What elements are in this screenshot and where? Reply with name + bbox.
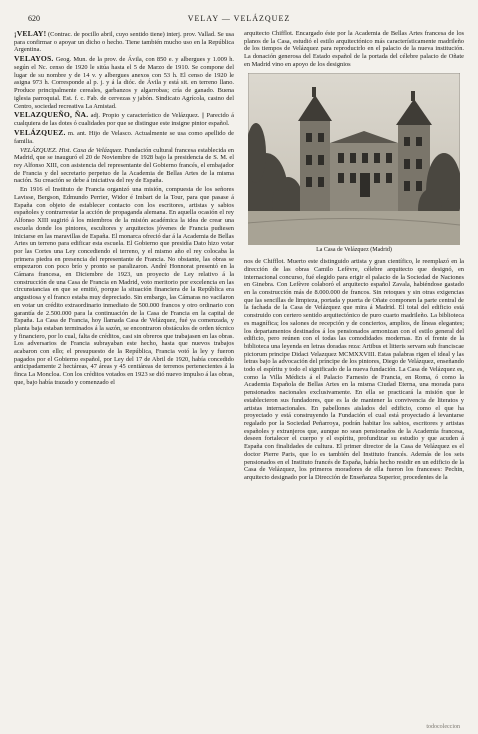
text-columns	[14, 30, 464, 716]
right-column	[244, 30, 464, 716]
headword: VELAYOS.	[14, 54, 54, 64]
entry-velazquez	[14, 129, 234, 145]
body-paragraph: En 1916 el Instituto de Francia organizó una misión, compuesta de los señores Lavisse, Bergson, Edmundo Perrier, Widor é Imbart de la Tour, para que pasase á España con objeto de establecer contacto con los escritores, artistas y sabios españoles y contrarrestar la acción de propaganda alemana. En aquella ocasión el rey Alfonso XIII sugirió á los miembros de la misión académica la idea de crear una escuela donde los pintores, escultores y arquitectos jóvenes de Francia pudiesen iniciarse en las maravillas de España. El monarca ofreció dar á la Academia de Bellas Artes un terreno para edificar esta escuela. El Gobierno que presidía Dato hizo votar por las Cortes una Ley concediendo el terreno, y el mismo año el rey colocaba la primera piedra en presencia del representante de Francia. No obstante, las obras se empezaron con poco brío y pronto se paralizaron. André Honnorat presentó en la Cámara francesa, en Diciembre de 1923, un proyecto de Ley relativo á la construcción de una Casa de Francia en Madrid, voto meritorio por excelencia en las circunstancias en que se emitió, porque la situación financiera de la República era angustiosa y el franco estaba muy depreciado. Sin embargo, las Cámaras no vacilaron en votar un crédito extraordinario inmediato de 500.000 francos y otro ordinario con garantía de 2.500.000 para la continuación de la Casa de Francia en la capital de España. La Casa de Francia, hoy llamada Casa de Velázquez, fué ya comenzada, y planta baja estaban terminados á la sazón, se encontraron obstáculos de orden técnico y financiero, por lo cual, falta de créditos, casi sin obreros que trabajasen en las obras. Los adversarios de Francia subrayaban este hecho, hasta que nuevos trabajos acabaron con ello; el presupuesto de la República, Francia votó la ley y fueron pagados por el Gobierno español, por Ley del 17 de Abril de 1920, había concedido anticipadamente 2 hectáreas, 47 áreas y 45 centiáreas de terrenos pertenecientes á la finca La Moncloa. Con los créditos votados en 1923 se dió nuevo impulso á las obras, que, bajo había trazado y comenzado el	[14, 186, 234, 386]
headword: ¡VELAY!	[14, 30, 47, 38]
entry-text: Fundación cultural francesa establecida en Madrid, que se inauguró el 20 de Noviembre de 1928 bajo la presidencia de S. M. el rey Alfonso XIII, con asistencia del representante del Gobierno francés, el embajador de Francia y del secretario perpetuo de la Academia de Bellas Artes de la misma nación. Su creación se debe á iniciativa del rey de España.	[14, 146, 234, 185]
body-paragraph: arquitecto Chifflot. Encargado éste por la Academia de Bellas Artes francesa de los planos de la Casa, estudió el estilo arquitectónico más característicamente madrileño de los tiempos de Velázquez para reproducirlo en el palacio de la nueva institución. La donación generosa del Estado español de la portada del célebre palacio de Oñate en Madrid vino en apoyo de los designios	[244, 30, 464, 68]
entry-text: m. ant. Hijo de Velasco. Actualmente se usa como apellido de familia.	[14, 130, 234, 145]
entry-velay	[14, 30, 234, 54]
headword: VELÁZQUEZ.	[14, 128, 66, 137]
running-head: VELAY — VELÁZQUEZ	[187, 14, 291, 23]
entry-text: adj. Propio y característico de Velázquez. || Parecido á cualquiera de las dotes ó cualidades por que se distingue este insigne pintor español.	[14, 112, 234, 128]
subentry-title: VELÁZQUEZ. Hist. Casa de Velázquez.	[20, 146, 123, 154]
page-number: 620	[28, 14, 40, 23]
building-photo	[248, 73, 460, 245]
entry-velazqueno	[14, 111, 234, 127]
entry-casa-velazquez	[14, 147, 234, 186]
entry-velayos	[14, 55, 234, 110]
body-paragraph: nos de Chifflot. Muerto este distinguido artista y gran científico, le reemplazó en la dirección de las obras Camilo Lefèvre, célebre arquitecto que designó, en internacional concurso, fué elegido para erigir el palacio de la Sociedad de Naciones en Ginebra. Con Lefèvre colaboró el arquitecto español Zavala, habiéndose gastado en la construcción más de 8.000.000 de francos. Sin retoques y sin otras exigencias que las sencillas de limpieza, portada y puerta de Oñate componen la parte central de la fachada de la Casa de Velázquez que mira á Madrid. El total del edificio está construido con certero sentido arquitectónico de puro cuarto madrileño. La biblioteca es magnífica; los salones de recepción y de conciertos, amplios, de líneas elegantes; los departamentos destinados á los pensionados armonizan con el estilo general del edificio, pero reúnen con el todas las comodidades modernas. En el frente de la biblioteca una leyenda en letras doradas reza: Artibus et litteris servam sub franciscae pictorum principe Didaci Velazquez MCMXXVIII. Estas palabras rigen el ideal y las letras bajo la advocación del príncipe de los pintores, Diego de Velázquez, enseñando todo el espíritu y todo el significado de la nueva fundación. La Casa de Velázquez es, como la Villa Médicis á el Palacio Farnesio de Francia, en Roma, ó como la Academia Española de Bellas Artes en la misma Ciudad Eterna, una morada para pensionados nacionales exclusivamente. En ella se practicará la misión que le establecieron sus fundadores, que es la de mantener la convivencia de literatos y artistas internacionales. En pabellones aislados del edificio, como el que ha proyectado y está construyendo la Fundación el cual está proyectado á levantarse regalado por la Sociedad Peñarroya, podrán habitar los sabios, escritores y artistas españoles y extranjeros que, aunque no sean pensionados de la Academia francesa, deseen fortalecer el cuerpo y el espíritu, profundizar su estudio y que acuden á España con finalidades de cultura. El primer director de la Casa de Velázquez es el doctor Pierre Paris, que lo es también del Instituto francés. Además de los seis pensionados en el Instituto francés de España, había hecho residir en un edificio de la Casa de Velázquez, los primeros moradores de ella fueron los franceses: Pechin, arquitecto designado por la Dirección de Enseñanza Superior, procedentes de la	[244, 258, 464, 481]
entry-text: Geog. Mun. de la prov. de Ávila, con 850 e. y albergues y 1.009 h. según el Nc. censo de 1920 le sitúa hasta el 5 de Marzo de 1910. Se compone del lugar de su nombre y de 14 v. y albergues anexos con 53 h. El censo de 1920 le asigna 973 h. Corresponde al p. j. y á la dióc. de Ávila y está sit. en terreno llano. Produce principalmente cereales, garbanzos y algarrobas; cría de ganado. Buena iglesia parroquial. Est. f. c. Fab. de cervezas y jabón. Sindicato Agrícola, casino del Centro, sociedad recreativa La Amistad.	[14, 56, 234, 110]
page-header	[14, 8, 464, 28]
headword: VELAZQUEÑO, ÑA.	[14, 110, 89, 120]
watermark-text: todocoleccion	[426, 724, 460, 730]
entry-text: (Contrac. de pocillo abril, cuyo sentido tiene) interj. prov. Vallad. Se usa para confirmar o apoyar un dicho o hecho. Tiene también mucho uso en la República Argentina.	[14, 31, 234, 54]
figure-casa-velazquez	[244, 73, 464, 255]
ground	[248, 211, 460, 245]
left-column	[14, 30, 234, 716]
figure-caption: La Casa de Velázquez (Madrid)	[316, 246, 392, 253]
